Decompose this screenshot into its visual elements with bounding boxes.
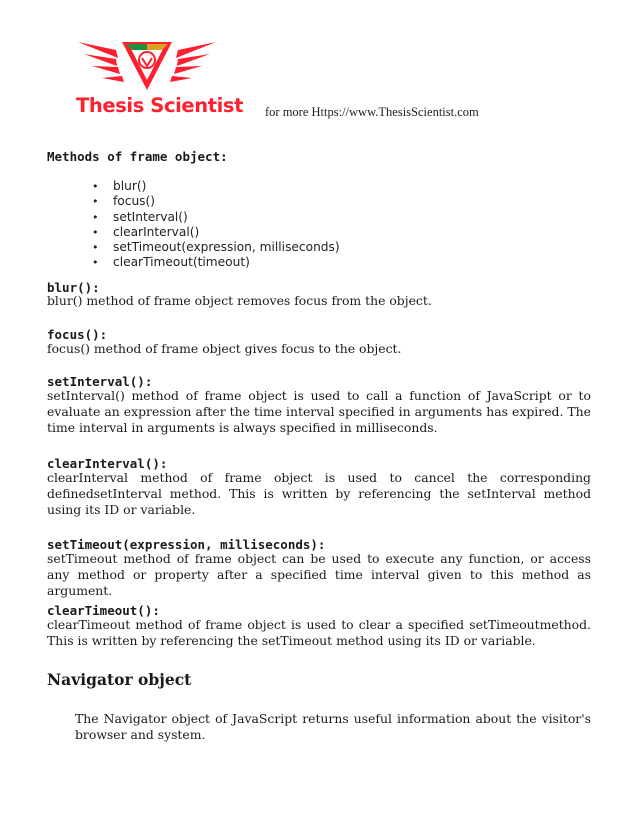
settimeout-description: setTimeout method of frame object can be used to execute any function, or access any method or property after a specified time interval given to this method as argument. [47, 551, 591, 598]
list-item: • clearTimeout(timeout) [92, 255, 250, 270]
navigator-section-title: Navigator object [47, 670, 192, 689]
list-item: • setInterval() [92, 209, 188, 224]
logo-wordmark: Thesis Scientist [76, 94, 244, 117]
clearinterval-heading: clearInterval(): [47, 456, 168, 471]
focus-description: focus() method of frame object gives focus to the object. [47, 341, 402, 356]
blur-description: blur() method of frame object removes focus from the object. [47, 293, 432, 308]
blur-heading: blur(): [47, 280, 100, 295]
settimeout-heading: setTimeout(expression, milliseconds): [47, 537, 326, 552]
bullet-icon: • [92, 180, 99, 193]
clearinterval-description: clearInterval method of frame object is used to cancel the corresponding definedsetInterval method. This is written by referencing the setInterval method using its ID or variable. [47, 470, 591, 517]
bullet-icon: • [92, 241, 99, 255]
list-item: • setTimeout(expression, milliseconds) [92, 240, 340, 255]
frame-methods-list [92, 179, 340, 271]
setinterval-heading: setInterval(): [47, 374, 153, 389]
cleartimeout-description: clearTimeout method of frame object is used to clear a specified setTimeoutmethod. This is written by referencing the setTimeout method using its ID or variable. [47, 617, 591, 648]
bullet-icon: • [92, 195, 99, 209]
bullet-icon: • [92, 225, 99, 239]
bullet-icon: • [92, 256, 99, 270]
focus-heading: focus(): [47, 327, 108, 342]
thesis-scientist-logo [76, 36, 244, 122]
setinterval-description: setInterval() method of frame object is used to call a function of JavaScript or to evaluate an expression after the time interval specified in arguments has expired. The time interval in arguments is always specified in milliseconds. [47, 388, 591, 435]
list-item: • focus() [92, 194, 156, 209]
website-tagline: for more Https://www.ThesisScientist.com [265, 105, 479, 119]
navigator-description: The Navigator object of JavaScript returns useful information about the visitor's browser and system. [75, 711, 591, 742]
list-item: • blur() [92, 179, 147, 193]
winged-triangle-emblem-icon [76, 36, 218, 94]
frame-methods-heading: Methods of frame object: [47, 149, 228, 164]
list-item: • clearInterval() [92, 224, 200, 239]
bullet-icon: • [92, 210, 99, 224]
cleartimeout-heading: clearTimeout(): [47, 603, 160, 618]
